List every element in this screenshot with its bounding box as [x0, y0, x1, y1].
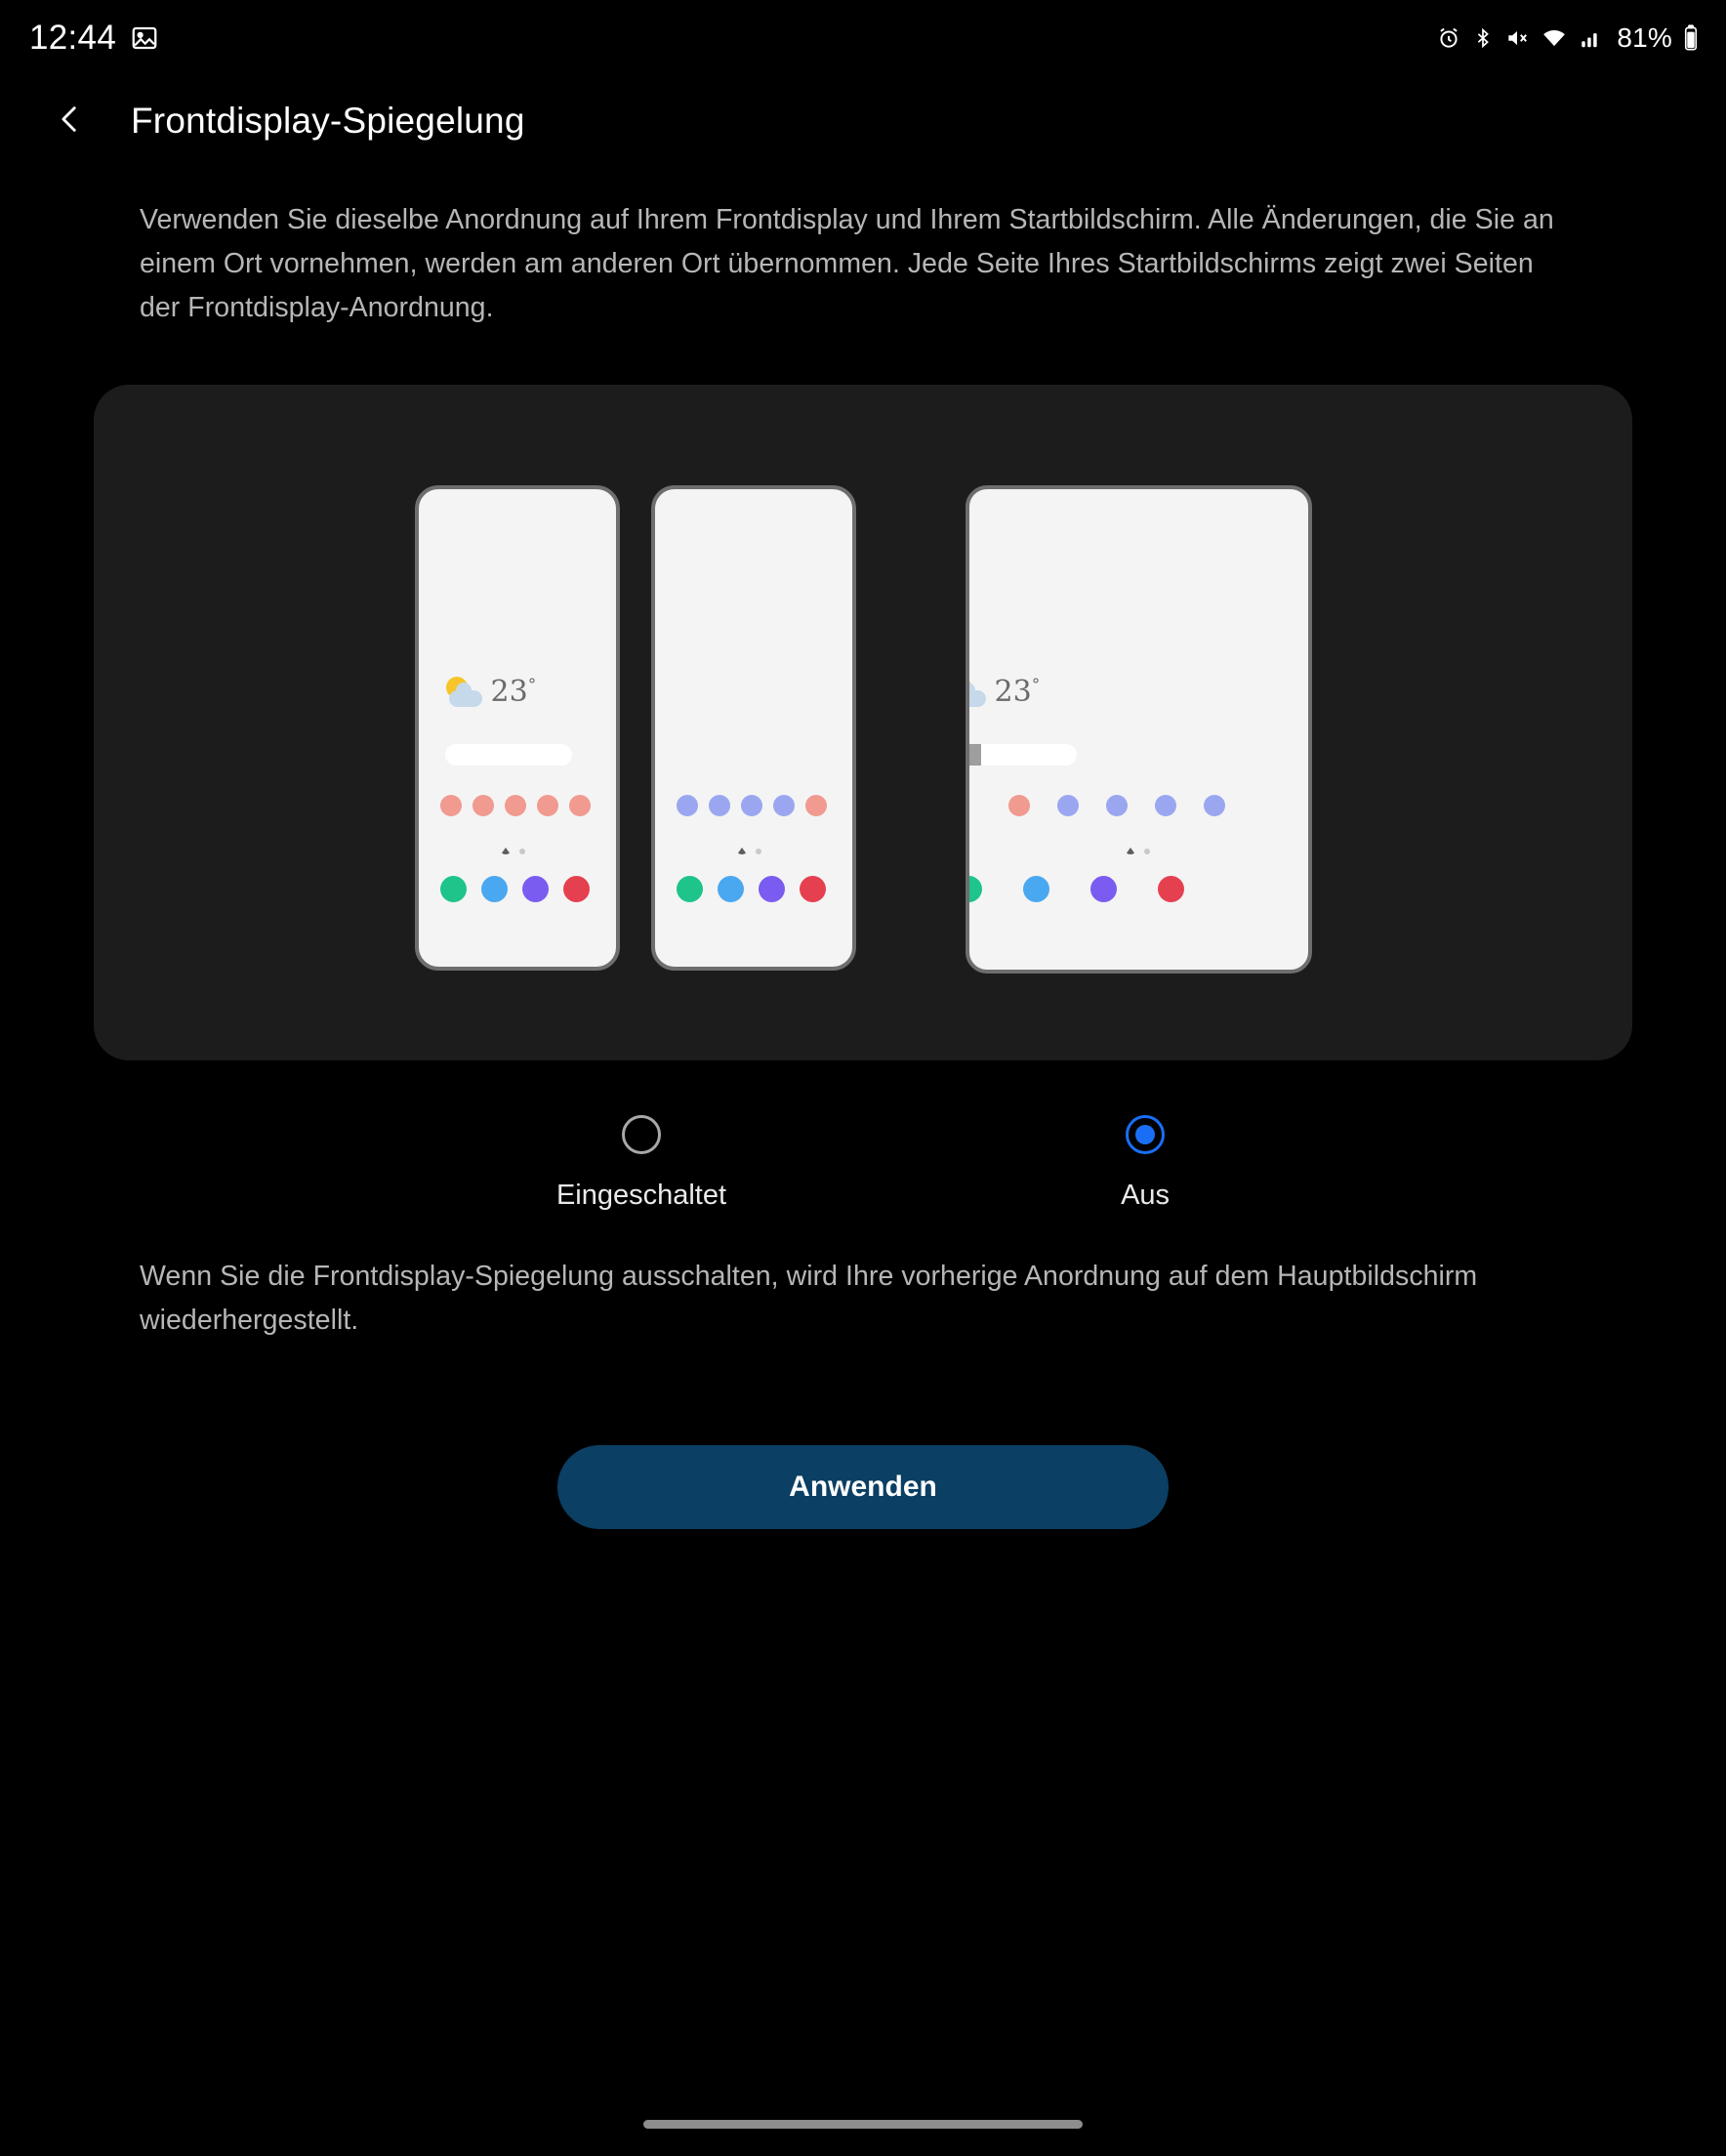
app-row — [440, 795, 591, 816]
back-button[interactable] — [49, 100, 92, 143]
page-indicator — [501, 848, 525, 854]
radio-off[interactable] — [1126, 1115, 1165, 1154]
signal-icon — [1579, 25, 1604, 51]
weather-widget — [444, 675, 537, 709]
bluetooth-icon — [1472, 25, 1494, 51]
preview-phone-cover-page1 — [415, 485, 620, 971]
alarm-icon — [1436, 25, 1461, 51]
weather-temperature: 23° — [994, 675, 1041, 709]
sun-behind-cloud-icon — [966, 676, 987, 709]
weather-temperature: 23° — [490, 675, 537, 709]
option-on[interactable] — [556, 1115, 726, 1212]
image-icon — [130, 23, 159, 53]
preview-phones — [94, 485, 1632, 974]
preview-card — [94, 385, 1632, 1060]
dock-row — [440, 876, 590, 902]
option-on-label: Eingeschaltet — [555, 1180, 727, 1211]
search-bar-mock — [966, 744, 1077, 766]
status-bar — [0, 0, 1726, 76]
app-row — [677, 795, 827, 816]
back-chevron-icon — [54, 103, 87, 141]
apply-button-row — [0, 1445, 1726, 1529]
dock-row — [966, 876, 1184, 902]
status-clock: 12:44 — [29, 19, 117, 57]
option-off-label: Aus — [1121, 1180, 1171, 1211]
battery-percent-label: 81% — [1617, 22, 1672, 53]
wifi-icon — [1541, 25, 1568, 51]
page-indicator — [737, 848, 761, 854]
mute-icon — [1504, 25, 1530, 51]
radio-on[interactable] — [622, 1115, 661, 1154]
home-indicator[interactable] — [643, 2120, 1083, 2129]
page-indicator — [1126, 848, 1150, 854]
search-bar-mock — [445, 744, 572, 766]
sun-behind-cloud-icon — [444, 676, 483, 709]
option-off[interactable] — [1121, 1115, 1170, 1212]
status-bar-right — [1436, 22, 1699, 54]
title-bar — [0, 76, 1726, 166]
dock-row — [677, 876, 826, 902]
preview-phone-cover-page2 — [651, 485, 856, 971]
preview-main-display — [966, 485, 1312, 974]
app-row — [1008, 795, 1225, 816]
description-text: Verwenden Sie dieselbe Anordnung auf Ihrem Frontdisplay und Ihrem Startbildschirm. Alle Änderungen, die Sie an einem Ort vornehmen, werden am anderen Ort übernommen. Jede Seite Ihres Startbildschirms zeigt zwei Seiten der Frontdisplay-Anordnung. — [140, 204, 1554, 323]
weather-widget — [966, 675, 1041, 709]
apply-button[interactable]: Anwenden — [557, 1445, 1169, 1529]
status-bar-left — [29, 19, 159, 58]
note-text: Wenn Sie die Frontdisplay-Spiegelung ausschalten, wird Ihre vorherige Anordnung auf dem Hauptbildschirm wiederhergestellt. — [140, 1261, 1478, 1336]
battery-icon — [1683, 24, 1699, 52]
mirroring-options — [0, 1115, 1726, 1212]
page-title: Frontdisplay-Spiegelung — [131, 101, 525, 141]
